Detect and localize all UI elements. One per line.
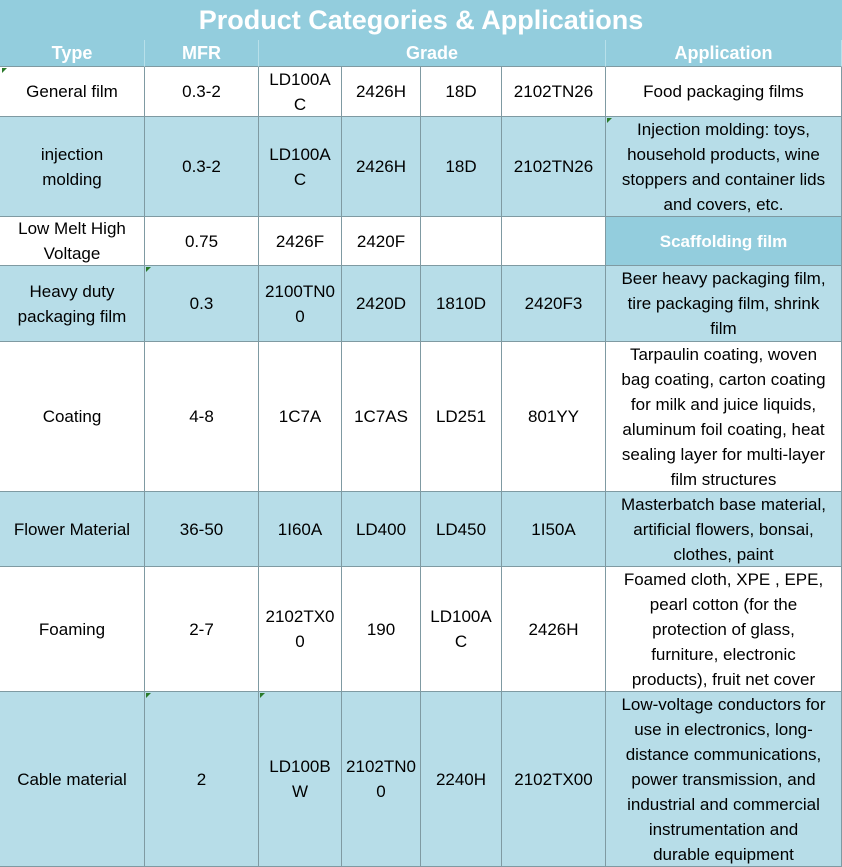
row-grade-text: 1C7AS bbox=[354, 407, 408, 426]
row-grade-text: 2420D bbox=[355, 294, 407, 313]
row-grade bbox=[259, 117, 342, 217]
row-type bbox=[0, 266, 145, 342]
row-grade-text: 2426H bbox=[528, 619, 579, 639]
row-grade bbox=[259, 492, 342, 567]
row-grade-text: 2102TX0 0 bbox=[265, 607, 335, 651]
row-grade-text: 18D bbox=[445, 82, 477, 101]
row-grade bbox=[259, 217, 342, 266]
row-grade bbox=[502, 692, 606, 867]
row-grade-text: LD100A C bbox=[430, 607, 492, 651]
row-grade bbox=[421, 567, 502, 692]
header-grade bbox=[259, 40, 606, 67]
row-mfr bbox=[145, 117, 259, 217]
row-type-text: Foaming bbox=[38, 619, 106, 639]
row-application-text: Beer heavy packaging film, tire packaging film, shrink film bbox=[621, 269, 826, 338]
row-grade-text: 2420F3 bbox=[524, 294, 583, 313]
row-type bbox=[0, 117, 145, 217]
row-grade-text: 2240H bbox=[435, 769, 487, 789]
row-application-text: Foamed cloth, XPE , EPE, pearl cotton (for the protection of glass, furniture, electronic products), fruit net cover bbox=[623, 569, 824, 689]
row-grade-text: 2420F bbox=[356, 231, 406, 251]
row-application-text: Low-voltage conductors for use in electronics, long- distance communications, power transmission, and industrial and commercial instrumentation and durable equipment bbox=[621, 694, 826, 864]
row-mfr bbox=[145, 67, 259, 117]
header-type-text: Type bbox=[51, 42, 93, 63]
row-grade bbox=[259, 342, 342, 492]
row-grade bbox=[502, 492, 606, 567]
row-type bbox=[0, 67, 145, 117]
row-mfr-text: 0.3-2 bbox=[182, 157, 221, 176]
row-application-text: Injection molding: toys, household products, wine stoppers and container lids and covers, etc. bbox=[621, 119, 826, 214]
row-mfr bbox=[145, 266, 259, 342]
header-grade-text: Grade bbox=[405, 42, 459, 63]
row-type bbox=[0, 217, 145, 266]
row-application-text: Scaffolding film bbox=[659, 231, 788, 251]
row-grade bbox=[259, 266, 342, 342]
row-type-text: Heavy duty packaging film bbox=[17, 281, 127, 326]
row-grade-text: 2102TN26 bbox=[513, 157, 594, 176]
row-grade bbox=[502, 217, 606, 266]
row-grade bbox=[342, 567, 421, 692]
row-mfr bbox=[145, 567, 259, 692]
row-grade bbox=[502, 117, 606, 217]
row-grade-text: LD100A C bbox=[269, 144, 331, 189]
row-grade bbox=[421, 217, 502, 266]
row-mfr bbox=[145, 492, 259, 567]
row-type-text: Coating bbox=[42, 407, 102, 426]
row-application-text: Food packaging films bbox=[643, 82, 804, 101]
header-mfr-text: MFR bbox=[182, 42, 221, 63]
row-type-text: General film bbox=[26, 82, 118, 101]
row-mfr-text: 36-50 bbox=[179, 519, 224, 539]
row-grade-text: 1I60A bbox=[277, 519, 323, 539]
row-grade-text: 2426H bbox=[355, 157, 407, 176]
row-grade bbox=[342, 217, 421, 266]
row-grade-text: LD100B W bbox=[269, 757, 331, 801]
row-grade-text: 190 bbox=[366, 619, 396, 639]
row-grade bbox=[502, 266, 606, 342]
row-mfr-text: 2 bbox=[196, 769, 207, 789]
row-application bbox=[606, 567, 842, 692]
row-mfr-text: 0.75 bbox=[184, 231, 219, 251]
row-grade bbox=[502, 567, 606, 692]
row-grade-text: 1810D bbox=[435, 294, 487, 313]
row-type-text: Cable material bbox=[17, 769, 127, 789]
row-grade-text: 801YY bbox=[527, 407, 580, 426]
row-grade bbox=[342, 342, 421, 492]
row-grade-text: LD100A C bbox=[269, 69, 331, 114]
row-type bbox=[0, 342, 145, 492]
table-title-text: Product Categories & Applications bbox=[198, 4, 644, 35]
row-type bbox=[0, 492, 145, 567]
row-mfr bbox=[145, 342, 259, 492]
row-grade bbox=[502, 342, 606, 492]
row-mfr bbox=[145, 692, 259, 867]
row-mfr bbox=[145, 217, 259, 266]
header-application-text: Application bbox=[674, 42, 773, 63]
row-grade-text: 2102TN26 bbox=[513, 82, 594, 101]
row-grade-text: LD251 bbox=[435, 407, 487, 426]
row-application-text: Masterbatch base material, artificial flowers, bonsai, clothes, paint bbox=[620, 494, 827, 564]
row-grade-text: 2426H bbox=[355, 82, 407, 101]
row-grade-text: 2426F bbox=[275, 231, 325, 251]
header-mfr bbox=[145, 40, 259, 67]
cell-marker bbox=[146, 693, 151, 698]
row-mfr-text: 2-7 bbox=[189, 619, 214, 639]
row-type bbox=[0, 692, 145, 867]
row-grade-text: 1C7A bbox=[278, 407, 322, 426]
row-application bbox=[606, 67, 842, 117]
row-application bbox=[606, 692, 842, 867]
row-grade bbox=[421, 692, 502, 867]
row-grade bbox=[259, 67, 342, 117]
row-application bbox=[606, 342, 842, 492]
row-application bbox=[606, 266, 842, 342]
row-application bbox=[606, 217, 842, 266]
row-type-text: Flower Material bbox=[13, 519, 131, 539]
cell-marker bbox=[607, 118, 612, 123]
row-type bbox=[0, 567, 145, 692]
cell-marker bbox=[146, 267, 151, 272]
row-grade bbox=[342, 692, 421, 867]
row-grade-text: 1I50A bbox=[531, 519, 576, 539]
cell-marker bbox=[260, 693, 265, 698]
row-grade bbox=[421, 67, 502, 117]
row-grade bbox=[342, 266, 421, 342]
row-grade bbox=[259, 567, 342, 692]
row-application bbox=[606, 117, 842, 217]
header-application bbox=[606, 40, 842, 67]
header-type bbox=[0, 40, 145, 67]
row-type-text: Low Melt High Voltage bbox=[18, 219, 126, 263]
row-grade bbox=[421, 492, 502, 567]
row-mfr-text: 0.3 bbox=[189, 294, 214, 313]
row-grade bbox=[421, 117, 502, 217]
row-grade-text: LD400 bbox=[355, 519, 407, 539]
row-grade bbox=[342, 492, 421, 567]
row-grade bbox=[342, 117, 421, 217]
row-application bbox=[606, 492, 842, 567]
row-grade-text: 2102TN0 0 bbox=[346, 757, 416, 801]
row-type-text: injection molding bbox=[40, 144, 104, 189]
row-grade bbox=[502, 67, 606, 117]
row-grade bbox=[421, 342, 502, 492]
row-grade bbox=[421, 266, 502, 342]
row-grade bbox=[259, 692, 342, 867]
row-grade-text: 18D bbox=[445, 157, 477, 176]
row-mfr-text: 0.3-2 bbox=[182, 82, 221, 101]
row-grade bbox=[342, 67, 421, 117]
row-grade-text: 2102TX00 bbox=[514, 769, 593, 789]
row-application-text: Tarpaulin coating, woven bag coating, carton coating for milk and juice liquids, aluminum foil coating, heat sealing layer for multi-layer film structures bbox=[621, 344, 826, 489]
table-title bbox=[0, 0, 842, 40]
row-grade-text: 2100TN0 0 bbox=[265, 281, 335, 326]
row-mfr-text: 4-8 bbox=[189, 407, 214, 426]
cell-marker bbox=[2, 68, 7, 73]
row-grade-text: LD450 bbox=[435, 519, 487, 539]
